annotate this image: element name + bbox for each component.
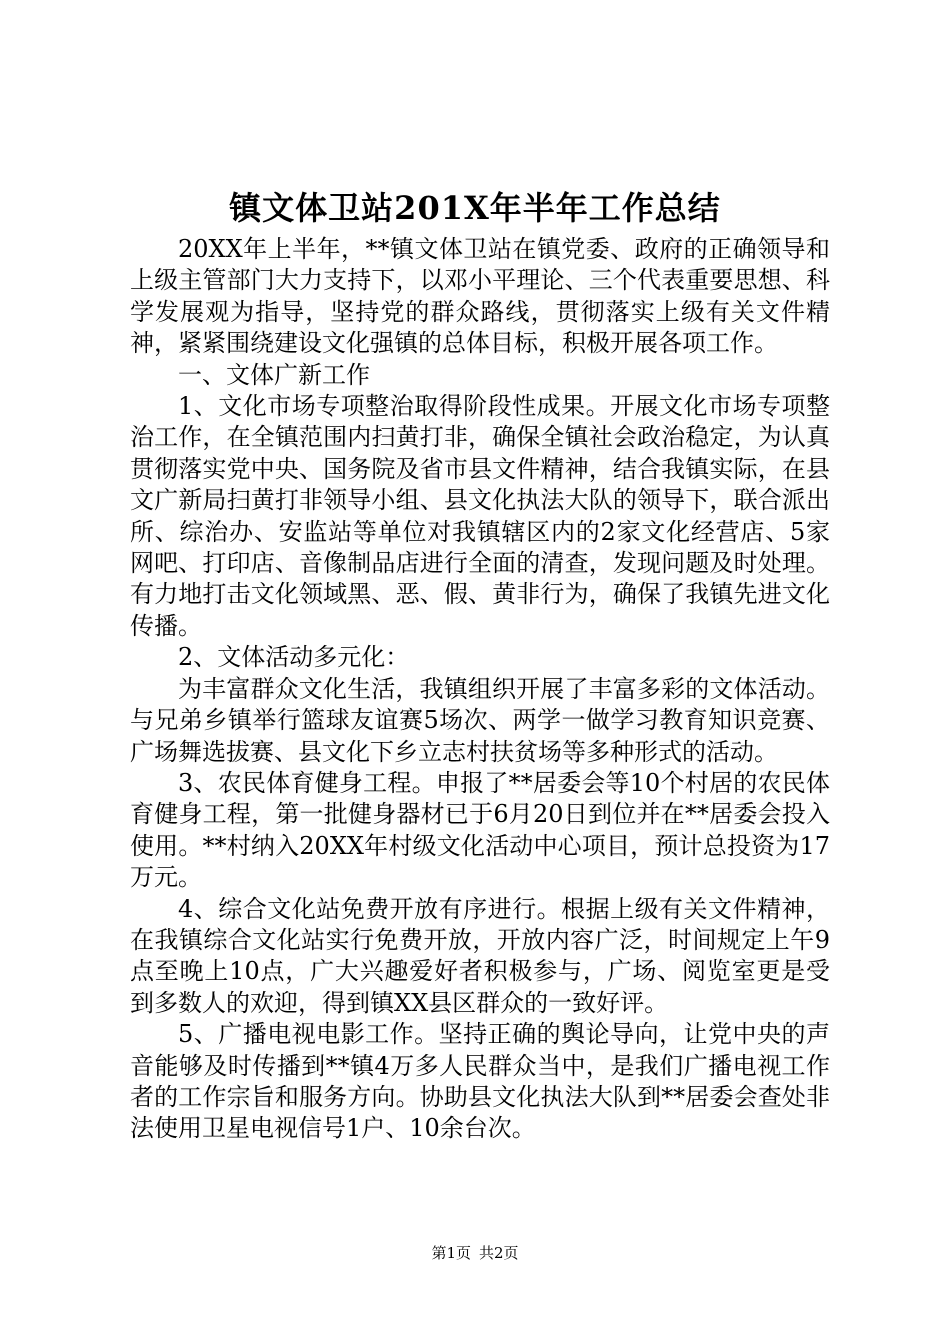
document-body: [130, 234, 830, 1145]
intro-paragraph: 20XX年上半年，**镇文体卫站在镇党委、政府的正确领导和上级主管部门大力支持下，以邓小平理论、三个代表重要思想、科学发展观为指导，坚持党的群众路线，贯彻落实上级有关文件精神，紧紧围绕建设文化强镇的总体目标，积极开展各项工作。: [130, 235, 830, 358]
section-heading: 一、文体广新工作: [178, 360, 370, 389]
item-paragraph-1: 1、文化市场专项整治取得阶段性成果。开展文化市场专项整治工作，在全镇范围内扫黄打非，确保全镇社会政治稳定，为认真贯彻落实党中央、国务院及省市县文件精神，结合我镇实际，在县文广新局扫黄打非领导小组、县文化执法大队的领导下，联合派出所、综治办、安监站等单位对我镇辖区内的2家文化经营店、5家网吧、打印店、音像制品店进行全面的清查，发现问题及时处理。有力地打击文化领域黑、恶、假、黄非行为，确保了我镇先进文化传播。: [130, 392, 830, 640]
item-heading-2: 2、文体活动多元化：: [178, 643, 410, 672]
item-paragraph-2: 为丰富群众文化生活，我镇组织开展了丰富多彩的文体活动。与兄弟乡镇举行篮球友谊赛5场次、两学一做学习教育知识竞赛、广场舞选拔赛、县文化下乡立志村扶贫场等多种形式的活动。: [130, 674, 830, 766]
document-title: 镇文体卫站201X年半年工作总结: [229, 189, 721, 227]
item-paragraph-4: 4、综合文化站免费开放有序进行。根据上级有关文件精神，在我镇综合文化站实行免费开放，开放内容广泛，时间规定上午9点至晚上10点，广大兴趣爱好者积极参与，广场、阅览室更是受到多数人的欢迎，得到镇XX县区群众的一致好评。: [130, 894, 830, 1017]
page-number: 第1页: [431, 1244, 471, 1262]
item-paragraph-3: 3、农民体育健身工程。申报了**居委会等10个村居的农民体育健身工程，第一批健身器材已于6月20日到位并在**居委会投入使用。**村纳入20XX年村级文化活动中心项目，预计总投资为17万元。: [130, 768, 830, 892]
page-total: 共2页: [479, 1244, 519, 1262]
item-paragraph-5: 5、广播电视电影工作。坚持正确的舆论导向，让党中央的声音能够及时传播到**镇4万多人民群众当中，是我们广播电视工作者的工作宗旨和服务方向。协助县文化执法大队到**居委会查处非法使用卫星电视信号1户、10余台次。: [130, 1020, 830, 1143]
page-footer: [0, 1242, 950, 1264]
